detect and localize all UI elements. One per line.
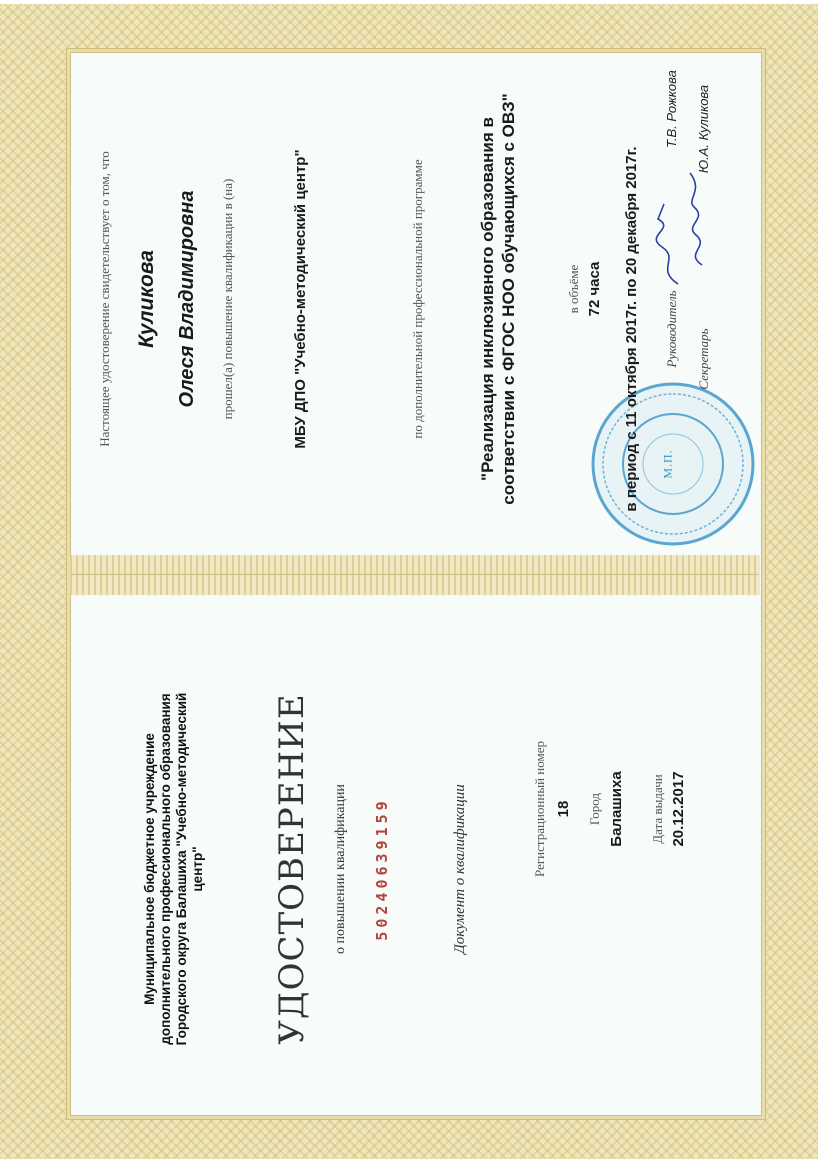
document-type: Документ о квалификации [452, 784, 468, 954]
passed-text: прошел(а) повышение квалификации в (на) [220, 178, 235, 420]
secretary-signature-icon [680, 169, 716, 269]
program-title: "Реализация инклюзивного образования в соответствии с ФГОС НОО обучающихся с ОВЗ" [478, 93, 518, 505]
program-label: по дополнительной профессиональной программе [410, 159, 425, 439]
intro-text: Настоящее удостоверение свидетельствует о том, что [97, 151, 112, 447]
institution-name: МБУ ДПО "Учебно-методический центр" [292, 149, 309, 449]
holder-given-names: Олеся Владимировна [176, 190, 198, 408]
secretary-name: Ю.А. Куликова [696, 84, 711, 174]
stamp-label: М.П. [660, 449, 675, 479]
registration-label: Регистрационный номер [532, 741, 547, 877]
issue-date-label: Дата выдачи [650, 774, 665, 844]
head-name: Т.В. Рожкова [664, 70, 679, 148]
certificate-title: УДОСТОВЕРЕНИЕ [272, 693, 312, 1045]
secretary-label: Секретарь [696, 328, 711, 390]
issue-date: 20.12.2017 [670, 771, 687, 847]
holder-surname: Куликова [135, 250, 158, 348]
city-value: Балашиха [608, 771, 625, 847]
volume-value: 72 часа [586, 261, 603, 317]
city-label: Город [587, 792, 602, 826]
certificate-subtitle: о повышении квалификации [333, 784, 348, 954]
head-label: Руководитель [664, 290, 679, 368]
serial-number: 50240639159 [373, 797, 391, 941]
registration-number: 18 [555, 800, 572, 818]
study-period: в период с 11 октября 2017г. по 20 декабря 2017г. [623, 146, 640, 512]
volume-label: в объёме [566, 264, 581, 314]
issuer-organization: Муниципальное бюджетное учреждение дополнительного профессионального образования Городского округа Балашиха "Учебно-методический центр" [142, 692, 205, 1046]
